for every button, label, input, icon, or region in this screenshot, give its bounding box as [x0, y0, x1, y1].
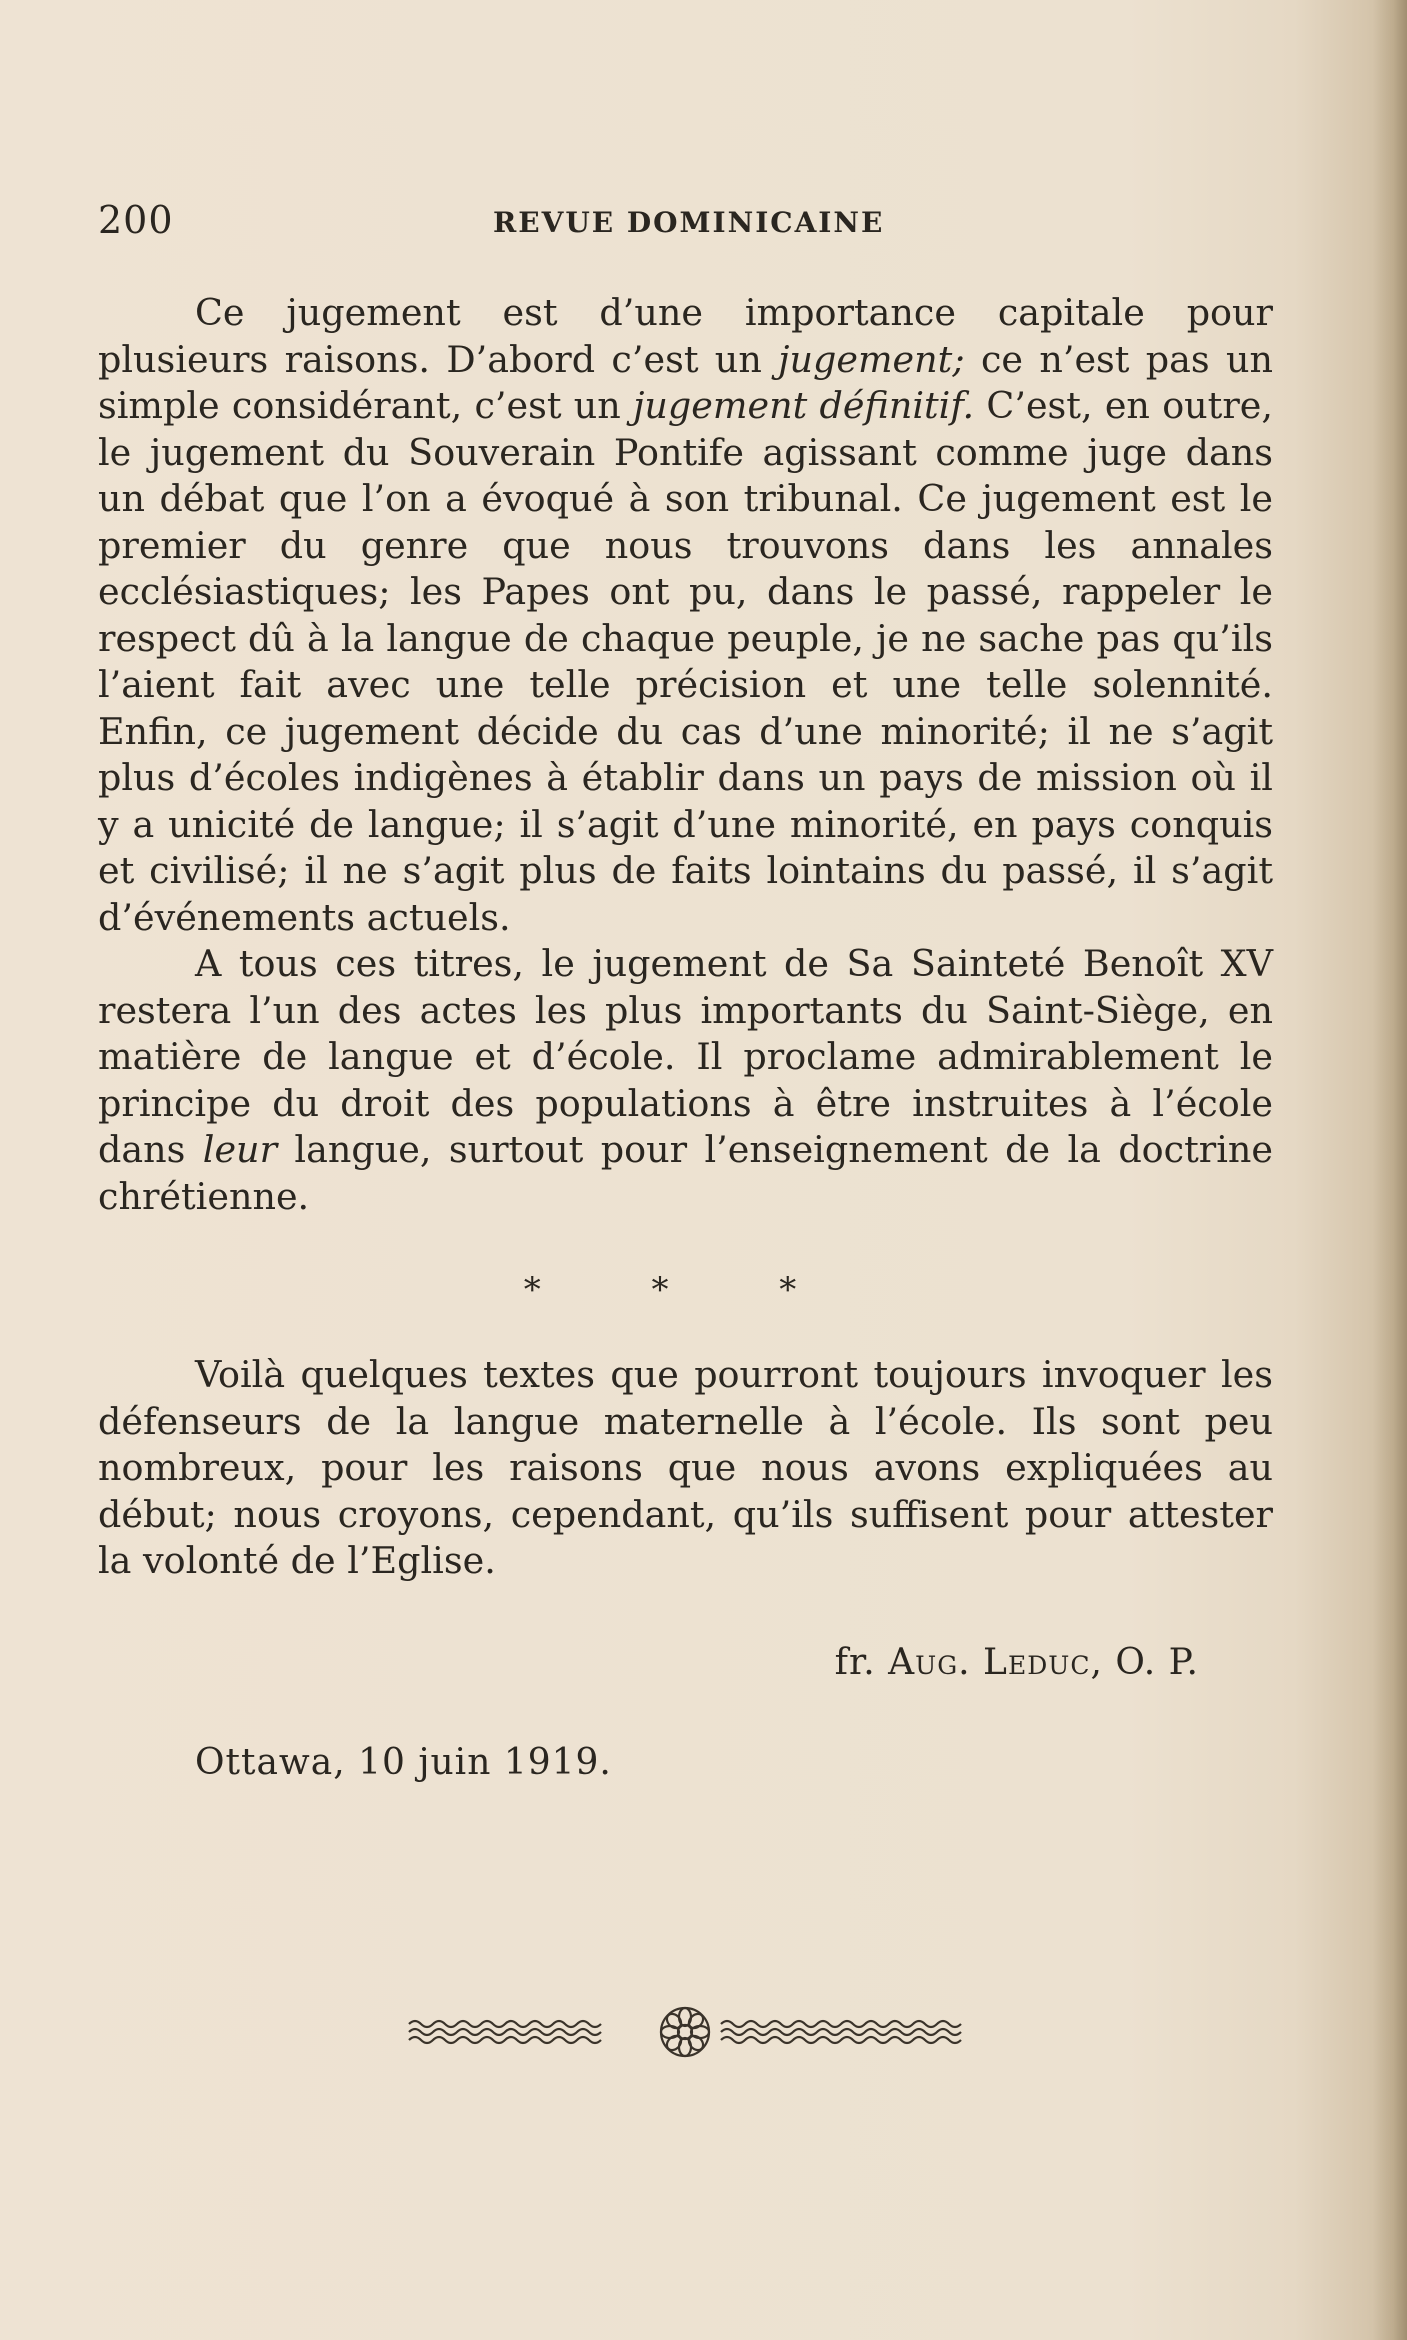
signature-prefix: fr. — [834, 1642, 889, 1683]
paragraph-judgment-part-e: C’est, en outre, le jugement du Souverain Pontife agissant comme juge dans un débat que l’on a évoqué à son tribunal. Ce jugement est le premier du genre que nous trouvons dans les annales ecclésiastiques; les Papes ont pu, dans le passé, rappeler le respect dû à la langue de chaque peuple, je ne sache pas qu’ils l’aient fait avec une telle précision et une telle solennité. Enfin, ce jugement décide du cas d’une minorité; il ne s’agit plus d’écoles indigènes à établir dans un pays de mission où il y a unicité de langue; il s’agit d’une minorité, en pays conquis et civilisé; il ne s’agit plus de faits lointains du passé, il s’agit d’événements actuels. — [98, 384, 1273, 939]
closing-text — [98, 1352, 1273, 1585]
floral-rule-ornament-icon — [405, 2000, 965, 2060]
paragraph-conclusion: Voilà quelques textes que pourront toujours invoquer les défenseurs de la langue maternelle à l’école. Ils sont peu nombreux, pour les raisons que nous avons expliquées au début; nous croyons, cependant, qu’ils suffisent pour attester la volonté de l’Eglise. — [98, 1353, 1273, 1582]
signature-suffix: O. P. — [1102, 1642, 1199, 1683]
paragraph-benoit-xv — [98, 941, 1273, 1220]
paragraph-judgment-part-a: Ce jugement est d’une importance capitale pour plusieurs raisons. D’abord c’est un — [98, 291, 1273, 381]
emphasis-jugement-definitif: jugement définitif. — [633, 384, 975, 427]
author-signature — [835, 1642, 1199, 1683]
dateline: Ottawa, 10 juin 1919. — [195, 1742, 612, 1783]
signature-name: Aug. Leduc, — [888, 1642, 1103, 1683]
paragraph-benoit-part-a: A tous ces titres, le jugement de Sa Sainteté Benoît XV restera l’un des actes les plus importants du Saint-Siège, en matière de langue et d’école. Il proclame admirablement le principe du droit des populations à être instruites à l’école dans — [98, 942, 1273, 1171]
page-number: 200 — [98, 198, 174, 242]
page-header — [98, 198, 1273, 246]
body-text — [98, 290, 1273, 1220]
running-head: REVUE DOMINICAINE — [493, 206, 885, 239]
emphasis-leur: leur — [202, 1128, 278, 1171]
paragraph-judgment-part-c: ce n’est pas un simple considérant, c’est un — [98, 337, 1273, 427]
page-gutter-shadow — [1373, 0, 1407, 2340]
emphasis-jugement: jugement; — [778, 337, 965, 381]
paragraph-benoit-part-c: langue, surtout pour l’enseignement de la doctrine chrétienne. — [98, 1128, 1273, 1218]
paragraph-judgment — [98, 290, 1273, 941]
asterism-divider: * * * — [523, 1270, 847, 1310]
